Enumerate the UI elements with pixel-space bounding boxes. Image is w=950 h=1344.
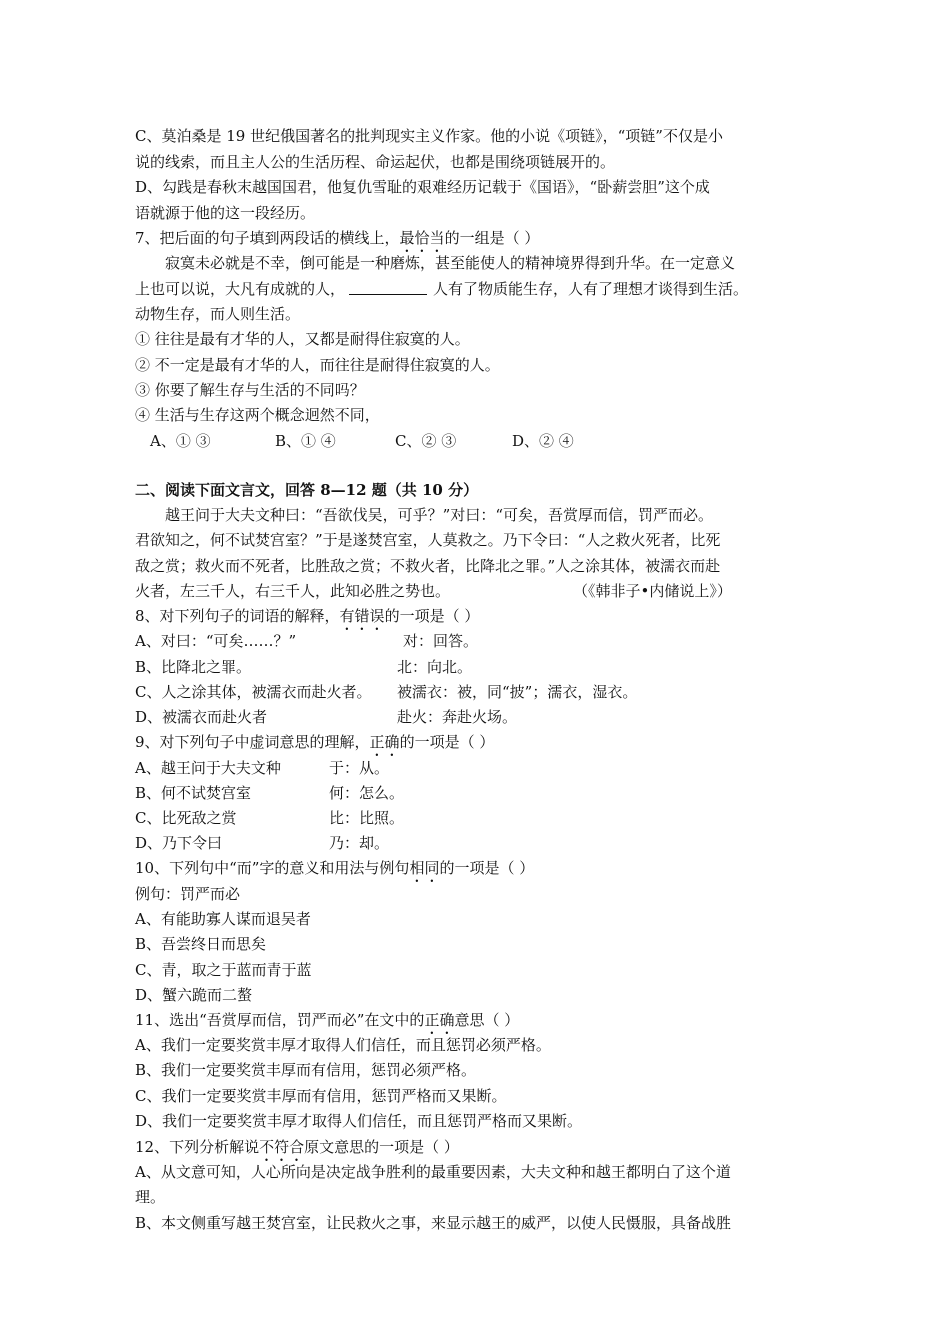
q10-stem: 10、下列句中“而”字的意义和用法与例句相同的一项是（ ） [135, 859, 535, 877]
q7-fill-blank [349, 279, 427, 295]
q7-sentence-3: ③ 你要了解生存与生活的不同吗？ [135, 381, 365, 399]
q9-option-b-gloss: 何：怎么。 [329, 784, 405, 802]
q8-option-c-gloss: 被濡衣：被，同“披”；濡衣，湿衣。 [397, 683, 638, 701]
q9-option-d: D、乃下令曰 [135, 834, 223, 852]
q7-emphasis: 最恰当 [399, 229, 445, 247]
passage-line4: 火者，左三千人，右三千人，此知必胜之势也。 [135, 582, 451, 600]
q8-option-d: D、被濡衣而赴火者 [135, 708, 268, 726]
q11-option-c: C、我们一定要奖赏丰厚而有信用，惩罚严格而又果断。 [135, 1087, 507, 1105]
q10-example: 例句：罚严而必 [135, 885, 241, 903]
passage-source: （《韩非子•内储说上》） [573, 582, 732, 600]
passage-line2: 君欲知之，何不试焚宫室？”于是遂焚宫室，人莫救之。乃下令曰：“人之救火死者，比死 [135, 531, 721, 549]
q10-option-b: B、吾尝终日而思矣 [135, 935, 267, 953]
q9-emphasis: 正确 [369, 733, 400, 751]
q10-emphasis: 相同 [409, 859, 440, 877]
q6-option-d-line1: D、勾践是春秋末越国国君，他复仇雪耻的艰难经历记载于《国语》，“卧薪尝胆”这个成 [135, 178, 710, 196]
q6-option-d-line2: 语就源于他的这一段经历。 [135, 204, 316, 222]
q9-stem: 9、对下列句子中虚词意思的理解，正确的一项是（ ） [135, 733, 495, 751]
q9-option-d-gloss: 乃：却。 [329, 834, 390, 852]
q7-choice-b: B、① ④ [275, 432, 336, 450]
q7-choice-c: C、② ③ [395, 432, 457, 450]
q7-choice-d: D、② ④ [512, 432, 574, 450]
q8-option-b: B、比降北之罪。 [135, 658, 252, 676]
q9-option-c: C、比死敌之赏 [135, 809, 237, 827]
q12-stem: 12、下列分析解说不符合原文意思的一项是（ ） [135, 1138, 459, 1156]
q7-sentence-2: ② 不一定是最有才华的人，而往往是耐得住寂寞的人。 [135, 356, 500, 374]
q6-option-c-line1: C、莫泊桑是 19 世纪俄国著名的批判现实主义作家。他的小说《项链》，“项链”不仅是小 [135, 127, 723, 145]
passage-line3: 敌之赏；救火而不死者，比胜敌之赏；不救火者，比降北之罪。”人之涂其体，被濡衣而赴 [135, 557, 721, 575]
q8-option-d-gloss: 赴火：奔赴火场。 [397, 708, 518, 726]
q8-option-a-gloss: 对：回答。 [403, 632, 479, 650]
q6-option-c-line2: 说的线索，而且主人公的生活历程、命运起伏，也都是围绕项链展开的。 [135, 153, 616, 171]
q9-option-a-gloss: 于：从。 [329, 759, 390, 777]
q10-option-a: A、有能助寡人谋而退吴者 [135, 910, 311, 928]
q12-emphasis: 不符合 [259, 1138, 305, 1156]
q9-option-c-gloss: 比：比照。 [329, 809, 405, 827]
q11-emphasis: 正确 [424, 1011, 455, 1029]
q11-option-b: B、我们一定要奖赏丰厚而有信用，惩罚必须严格。 [135, 1061, 477, 1079]
q12-option-b-line1: B、本文侧重写越王焚宫室，让民救火之事，来显示越王的威严，以使人民慑服，具备战胜 [135, 1214, 732, 1232]
q7-choice-a: A、① ③ [150, 432, 211, 450]
q7-passage-line2: 上也可以说，大凡有成就的人， 人有了物质能生存，人有了理想才谈得到生活。 [135, 280, 749, 298]
q7-sentence-1: ① 往往是最有才华的人，又都是耐得住寂寞的人。 [135, 330, 470, 348]
q7-stem: 7、把后面的句子填到两段话的横线上，最恰当的一组是（ ） [135, 229, 540, 247]
q8-emphasis: 有错误 [339, 607, 385, 625]
q9-option-b: B、何不试焚宫室 [135, 784, 252, 802]
section-2-heading: 二、阅读下面文言文，回答 8—12 题（共 10 分） [135, 481, 479, 499]
q12-option-a-line1: A、从文意可知，人心所向是决定战争胜利的最重要因素，大夫文种和越王都明白了这个道 [135, 1163, 731, 1181]
q8-option-a: A、对曰：“可矣……？” [135, 632, 297, 650]
q10-option-d: D、蟹六跪而二螯 [135, 986, 253, 1004]
q12-option-a-line2: 理。 [135, 1188, 166, 1206]
q8-stem: 8、对下列句子的词语的解释，有错误的一项是（ ） [135, 607, 480, 625]
q7-sentence-4: ④ 生活与生存这两个概念迥然不同， [135, 406, 380, 424]
q7-passage-line1: 寂寞未必就是不幸，倒可能是一种磨炼，甚至能使人的精神境界得到升华。在一定意义 [165, 254, 736, 272]
q7-passage-line3: 动物生存，而人则生活。 [135, 305, 301, 323]
q11-stem: 11、选出“吾赏厚而信，罚严而必”在文中的正确意思（ ） [135, 1011, 520, 1029]
passage-line1: 越王问于大夫文种曰：“吾欲伐吴，可乎？”对曰：“可矣，吾赏厚而信，罚严而必。 [165, 506, 714, 524]
q8-option-c: C、人之涂其体，被濡衣而赴火者。 [135, 683, 372, 701]
q9-option-a: A、越王问于大夫文种 [135, 759, 281, 777]
q11-option-d: D、我们一定要奖赏丰厚才取得人们信任，而且惩罚严格而又果断。 [135, 1112, 583, 1130]
q11-option-a: A、我们一定要奖赏丰厚才取得人们信任，而且惩罚必须严格。 [135, 1036, 551, 1054]
q10-option-c: C、青，取之于蓝而青于蓝 [135, 961, 312, 979]
q8-option-b-gloss: 北：向北。 [397, 658, 473, 676]
